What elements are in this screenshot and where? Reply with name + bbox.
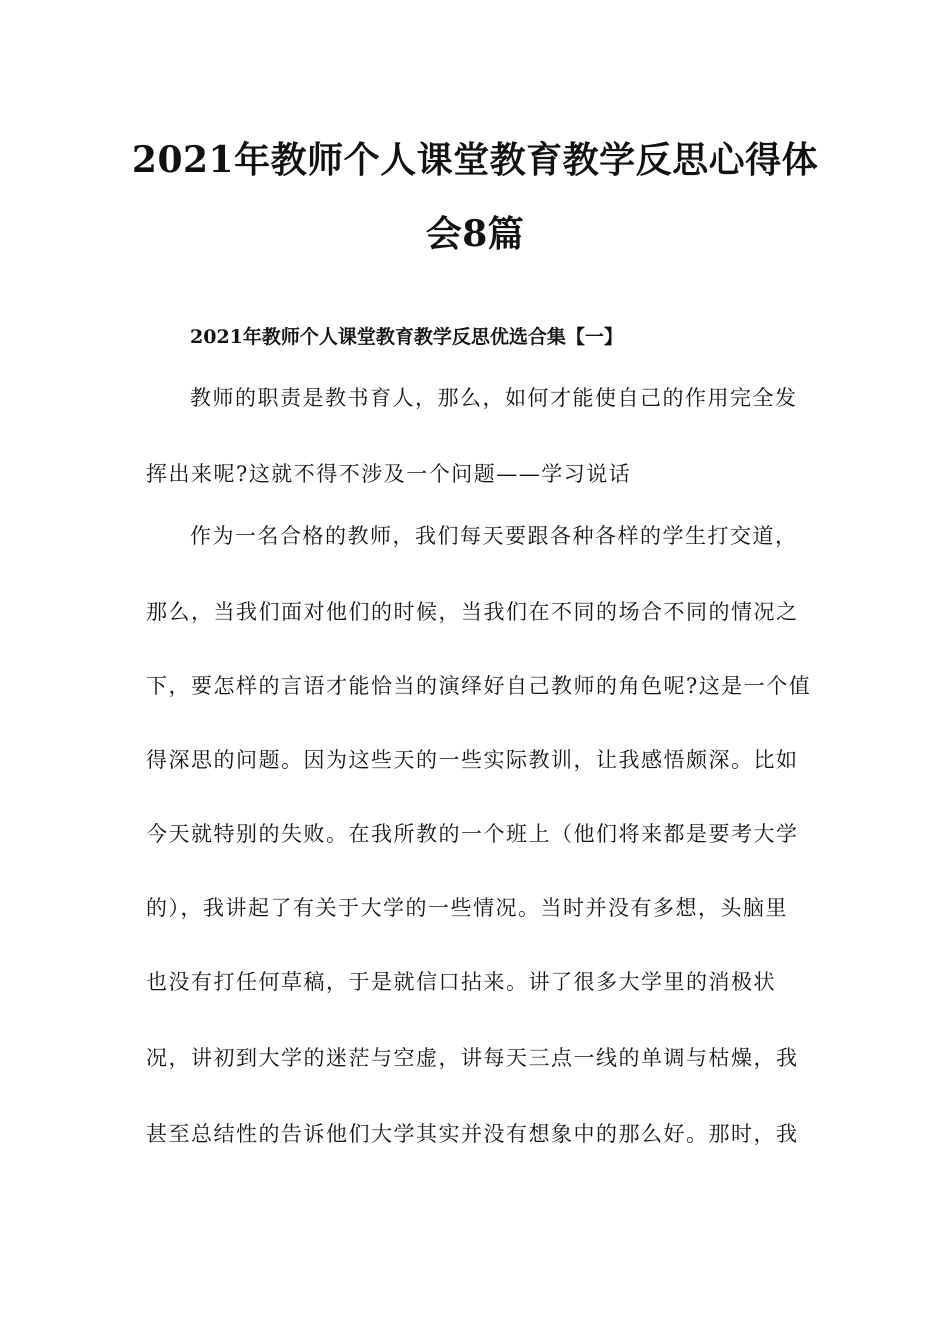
paragraph-1-line-2: 挥出来呢?这就不得不涉及一个问题——学习说话 bbox=[146, 462, 632, 486]
paragraph-2-line-7: 也没有打任何草稿，于是就信口拈来。讲了很多大学里的消极状 bbox=[146, 970, 776, 994]
paragraph-2-line-2: 那么，当我们面对他们的时候，当我们在不同的场合不同的情况之 bbox=[146, 600, 799, 624]
paragraph-2-line-9: 甚至总结性的告诉他们大学其实并没有想象中的那么好。那时，我 bbox=[146, 1122, 799, 1146]
section-heading: 2021年教师个人课堂教育教学反思优选合集【一】 bbox=[190, 326, 623, 348]
paragraph-2-line-6: 的），我讲起了有关于大学的一些情况。当时并没有多想，头脑里 bbox=[146, 896, 788, 920]
paragraph-2-line-3: 下，要怎样的言语才能恰当的演绎好自己教师的角色呢?这是一个值 bbox=[146, 674, 812, 698]
paragraph-2-line-8: 况，讲初到大学的迷茫与空虚，讲每天三点一线的单调与枯燥，我 bbox=[146, 1046, 799, 1070]
document-title-line-2: 会8篇 bbox=[425, 213, 525, 255]
paragraph-1-line-1: 教师的职责是教书育人，那么，如何才能使自己的作用完全发 bbox=[190, 386, 798, 410]
document-title-line-1: 2021年教师个人课堂教育教学反思心得体 bbox=[131, 139, 819, 181]
paragraph-2-line-4: 得深思的问题。因为这些天的一些实际教训，让我感悟颇深。比如 bbox=[146, 748, 799, 772]
paragraph-2-line-5: 今天就特别的失败。在我所教的一个班上（他们将来都是要考大学 bbox=[146, 822, 799, 846]
paragraph-2-line-1: 作为一名合格的教师，我们每天要跟各种各样的学生打交道， bbox=[190, 524, 798, 548]
